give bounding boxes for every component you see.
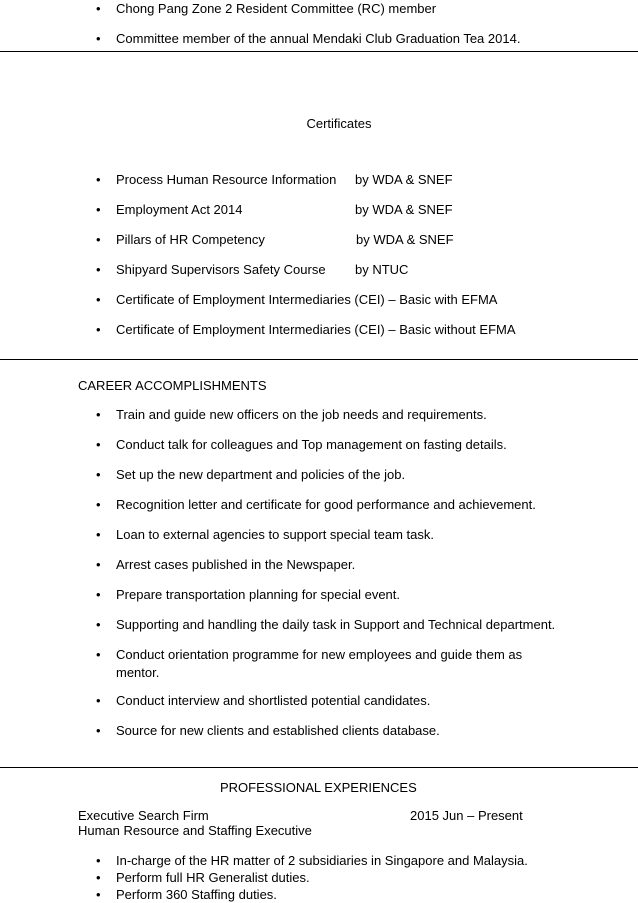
accomplishment-item: Conduct interview and shortlisted potential candidates. (116, 693, 431, 708)
accomplishment-item: Source for new clients and established clients database. (116, 723, 440, 738)
bullet: • (96, 322, 101, 337)
bullet: • (96, 693, 101, 708)
bullet: • (96, 587, 101, 602)
bullet: • (96, 232, 101, 247)
bullet: • (96, 1, 101, 16)
accomplishment-item: Set up the new department and policies of the job. (116, 467, 406, 482)
duty-item: Perform 360 Staffing duties. (116, 887, 277, 902)
employment-period: 2015 Jun – Present (410, 808, 523, 823)
bullet: • (96, 853, 101, 868)
bullet: • (96, 557, 101, 572)
accomplishment-item: Recognition letter and certificate for good performance and achievement. (116, 497, 536, 512)
duty-item: In-charge of the HR matter of 2 subsidiaries in Singapore and Malaysia. (116, 853, 528, 868)
bullet: • (96, 497, 101, 512)
bullet: • (96, 172, 101, 187)
section-divider (0, 51, 638, 52)
certificate-issuer: by WDA & SNEF (356, 232, 454, 247)
bullet: • (96, 527, 101, 542)
bullet: • (96, 887, 101, 902)
bullet: • (96, 262, 101, 277)
accomplishment-item: Loan to external agencies to support special team task. (116, 527, 434, 542)
community-item: Committee member of the annual Mendaki Club Graduation Tea 2014. (116, 31, 521, 46)
certificate-issuer: by WDA & SNEF (355, 172, 453, 187)
bullet: • (96, 407, 101, 422)
certificate-name: Certificate of Employment Intermediaries (CEI) – Basic without EFMA (116, 322, 516, 337)
community-item: Chong Pang Zone 2 Resident Committee (RC) member (116, 1, 437, 16)
bullet: • (96, 870, 101, 885)
certificate-issuer: by WDA & SNEF (355, 202, 453, 217)
company-name: Executive Search Firm (78, 808, 209, 823)
certificate-name: Certificate of Employment Intermediaries (CEI) – Basic with EFMA (116, 292, 498, 307)
bullet: • (96, 202, 101, 217)
accomplishment-item: Conduct talk for colleagues and Top management on fasting details. (116, 437, 507, 452)
job-title: Human Resource and Staffing Executive (78, 823, 312, 838)
section-divider (0, 767, 638, 768)
experience-heading: PROFESSIONAL EXPERIENCES (220, 780, 417, 795)
certificate-issuer: by NTUC (355, 262, 409, 277)
bullet: • (96, 617, 101, 632)
accomplishment-item: Prepare transportation planning for special event. (116, 587, 401, 602)
bullet: • (96, 31, 101, 46)
certificate-name: Employment Act 2014 (116, 202, 243, 217)
accomplishments-heading: CAREER ACCOMPLISHMENTS (78, 378, 267, 393)
bullet: • (96, 647, 101, 662)
certificate-name: Process Human Resource Information (116, 172, 337, 187)
accomplishment-item: Train and guide new officers on the job needs and requirements. (116, 407, 487, 422)
accomplishment-item: Arrest cases published in the Newspaper. (116, 557, 356, 572)
duty-item: Perform full HR Generalist duties. (116, 870, 310, 885)
certificates-heading: Certificates (306, 116, 372, 131)
bullet: • (96, 292, 101, 307)
accomplishment-item-continued: mentor. (116, 665, 160, 680)
certificate-name: Pillars of HR Competency (116, 232, 265, 247)
accomplishment-item: Conduct orientation programme for new employees and guide them as (116, 647, 523, 662)
bullet: • (96, 723, 101, 738)
bullet: • (96, 437, 101, 452)
bullet: • (96, 467, 101, 482)
section-divider (0, 359, 638, 360)
certificate-name: Shipyard Supervisors Safety Course (116, 262, 326, 277)
accomplishment-item: Supporting and handling the daily task in Support and Technical department. (116, 617, 556, 632)
